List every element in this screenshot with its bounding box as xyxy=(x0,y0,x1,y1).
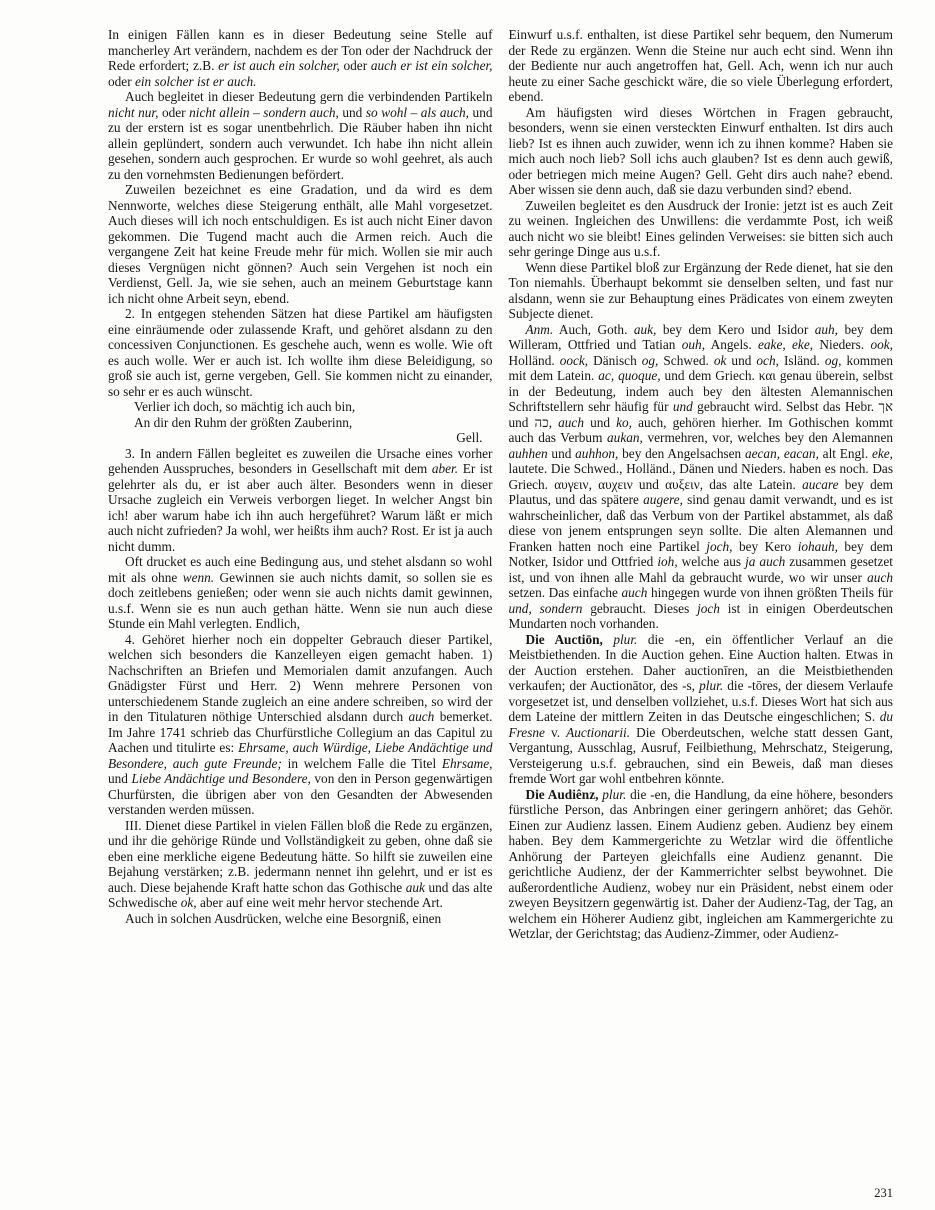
usage-paragraph: Zuweilen bezeichnet es eine Gradation, und da wird es dem Nennworte, welches diese Steigerung enthält, alle Mahl vorgesetzet. Auch dieses will ich noch entschuldigen. Es ist auch nicht Einer davon gekommen. Die Tugend macht auch die Armen reich. Auch die vergangene Zeit hat keine Freude mehr für mich. Wollen sie mir auch dieses Vergnügen nicht gönnen? Auch sein Vergehen ist noch ein Verdienst, Gell. Ja, wie sie sehen, auch an meinem Geburtstage kann ich nicht ohne Arbeit seyn, ebend. xyxy=(108,182,493,306)
continuation-paragraph: Einwurf u.s.f. enthalten, ist diese Partikel sehr bequem, den Numerum der Rede zu ergänzen. Wenn die Steine nur auch echt sind. Wenn ihn der Bediente nur auch angetroffen hat, Gell. Ach, wenn ich nur auch heute zu einer Sache geschickt wäre, die so viele Überlegung erfordert, ebend. xyxy=(508,27,893,104)
right-text-column xyxy=(509,27,894,942)
numbered-sense-4: 4. Gehöret hierher noch ein doppelter Gebrauch dieser Partikel, welchen sich besonders die Kanzelleyen eigen gemacht haben. 1) Nachschriften an Briefen und Memorialen damit anzufangen. Auch Gnädigster Fürst und Herr. 2) Wenn mehrere Personen von unterschiedenem Stande zugleich an eine andere schreiben, so wird der in den Titulaturen nöthige Unterschied alsdann durch auch bemerket. Im Jahre 1741 schrieb das Churfürstliche Collegium an das Capitul zu Aachen und titulirte es: Ehrsame, auch Würdige, Liebe Andächtige und Besondere, auch gute Freunde; in welchem Falle die Titel Ehrsame, und Liebe Andächtige und Besondere, von den in Person gegenwärtigen Churfürsten, die übrigen aber von den Gesandten der Abwesenden verstanden werden müssen. xyxy=(108,631,493,817)
usage-paragraph: Zuweilen begleitet es den Ausdruck der Ironie: jetzt ist es auch Zeit zu weinen. Ingleichen des Unwillens: die verdammte Post, ich weiß auch nicht wo sie bleibt! Eines gelinden Verweises: sie bitten sich auch sehr geringe Dinge aus u.s.f. xyxy=(508,197,893,259)
numbered-sense-2: 2. In entgegen stehenden Sätzen hat diese Partikel am häufigsten eine einräumende oder zulassende Kraft, und gehöret alsdann zu den concessiven Conjunctionen. Es geschehe auch, wenn es wolle. Wie oft es auch wolle. Wer er auch ist. Ich wollte ihm diese Beleidigung, so groß sie auch ist, gerne vergeben, Gell. Sie kommen nicht zu einander, so sehr er es auch wünscht. xyxy=(108,306,493,399)
usage-paragraph: Auch begleitet in dieser Bedeutung gern die verbindenden Partikeln nicht nur, oder nicht allein – sondern auch, und so wohl – als auch, und zu der erstern ist es sogar unentbehrlich. Die Räuber haben ihn nicht allein geplündert, sondern auch verwundet. Ich habe ihn nicht allein gesehen, sondern auch gesprochen. Er wurde so wohl geehret, als auch zu den vornehmsten Bedienungen befördert. xyxy=(108,89,493,182)
entry-audienz: Die Audiênz, plur. die -en, die Handlung, da eine höhere, besonders fürstliche Person, das Anbringen einer geringern anhöret; das Gehör. Einen zur Audienz lassen. Einem Audienz geben. Audienz bey einem haben. Bey dem Kammergerichte zu Wetzlar wird die öffentliche Anhörung der Parteyen gleichfalls eine Audienz genannt. Die gerichtliche Audienz, der der Kammerrichter selbst beywohnet. Die außerordentliche Audienz, wobey nur ein Präsident, nebst einem oder zweyen Beysitzern gegenwärtig ist. Daher der Audienz-Tag, der Tag, an welchem ein Höherer Audienz gibt, ingleichen am Kammergerichte zu Wetzlar, der Gerichtstag; das Audienz-Zimmer, oder Audienz- xyxy=(508,786,893,941)
usage-paragraph: Auch in solchen Ausdrücken, welche eine Besorgniß, einen xyxy=(125,910,442,926)
text-columns xyxy=(108,27,893,942)
usage-paragraph: Wenn diese Partikel bloß zur Ergänzung der Rede dienet, hat sie den Ton niemahls. Überhaupt bekommt sie denselben selten, und fast nur alsdann, wenn sie zur Behauptung eines Prädicates von einem zweyten Subjecte dienet. xyxy=(508,259,893,321)
citation-gellert: Gell. xyxy=(456,430,483,445)
numbered-sense-3: 3. In andern Fällen begleitet es zuweilen die Ursache eines vorher gehenden Ausspruches, besonders in Gesellschaft mit dem aber. Er ist gelehrter als du, er ist aber auch älter. Besonders wenn in dieser Ursache zugleich ein Verweis verborgen lieget. In welcher Angst bin ich! aber warum habe ich ihn auch hergeführet? Warum läßt er mich auch nicht zufrieden? Ja wohl, wer heißts ihm auch? Rost. Er ist ja auch nicht dumm. xyxy=(108,445,493,554)
anmerkung-paragraph: Anm. Auch, Goth. auk, bey dem Kero und Isidor auh, bey dem Willeram, Ottfried und Tatian ouh, Angels. eake, eke, Nieders. ook, Holländ. oock, Dänisch og, Schwed. ok und och, Isländ. og, kommen mit dem Latein. ac, quoque, und dem Griech. και genau überein, selbst in der Bedeutung, indem auch bey den ältesten Alemannischen Schriftstellern sehr häufig für und gebraucht wird. Selbst das Hebr. אך und כה, auch und ko, auch, gehören hierher. Im Gothischen kommt auch das Verbum aukan, vermehren, vor, welches bey den Alemannen auhhen und auhhon, bey den Angelsachsen aecan, eacan, alt Engl. eke, lautete. Die Schwed., Holländ., Dänen und Nieders. haben es noch. Das Griech. αυγειν, αυχειν und αυξειν, das alte Latein. aucare bey dem Plautus, und das spätere augere, sind genau damit verwandt, und es ist wahrscheinlicher, daß das Verbum von der Partikel abstammet, als daß diese von jenem entsprungen seyn sollte. Die alten Alemannen und Franken hatten noch eine Partikel joch, bey Kero iohauh, bey dem Notker, Isidor und Ottfried ioh, welche aus ja auch zusammen gesetzet ist, und von ihnen alle Mahl da gebraucht wurde, wo wir unser auch setzen. Das einfache auch hingegen wurde von ihnen größten Theils für und, sondern gebraucht. Dieses joch ist in einigen Oberdeutschen Mundarten noch vorhanden. xyxy=(508,321,894,631)
verse-line: An dir den Ruhm der größten Zauberinn, xyxy=(134,414,353,430)
usage-paragraph: Am häufigsten wird dieses Wörtchen in Fragen gebraucht, besonders, wenn sie einen versteckten Einwurf enthalten. Ist dirs auch lieb? Ist es ihnen auch zuwider, wenn ich zu ihnen komme? Haben sie mich auch noch lieb? Soll ichs auch glauben? Ist es denn auch gewiß, oder betriegen mich meine Augen? Gell. Geht dirs auch nahe? ebend. Aber wissen sie denn auch, daß sie dazu verbunden sind? ebend. xyxy=(508,104,893,197)
left-text-column xyxy=(108,27,493,942)
verse-line: Verlier ich doch, so mächtig ich auch bin, xyxy=(134,399,356,414)
page-number: 231 xyxy=(874,1186,893,1200)
entry-auction: Die Auctiōn, plur. die -en, ein öffentlicher Verlauf an die Meistbiethenden. In die Auction gehen. Eine Auction halten. Etwas in der Auction erstehen. Daher auctionīren, an die Meistbiethenden verkaufen; der Auctionātor, des -s, plur. die -tōres, der diesem Verlaufe vorgesetzet ist, und denselben vollziehet, u.s.f. Dieses Wort hat sich aus dem Lateine der mittlern Zeiten in das Deutsche eingeschlichen; S. du Fresne v. Auctionarii. Die Oberdeutschen, welche statt dessen Gant, Vergantung, Ausschlag, Ausruf, Feilbiethung, Mehrschatz, Steigerung, Versteigerung u.s.f. gebrauchen, sind ein Beweis, daß man dieses fremde Wort gar wohl entbehren könnte. xyxy=(508,631,894,786)
usage-paragraph: Oft drucket es auch eine Bedingung aus, und stehet alsdann so wohl mit als ohne wenn. Gewinnen sie auch nichts damit, so sollen sie es doch zeitlebens genießen; oder wenn sie auch nichts damit gewinnen, u.s.f. Wenn sie es nun auch gethan hätte. Wenn sie nun auch diese Stunde ein Mahl verlegten. Endlich, xyxy=(108,554,493,631)
continuation-paragraph: In einigen Fällen kann es in dieser Bedeutung seine Stelle auf mancherley Art verändern, nachdem es der Ton oder der Nachdruck der Rede erfordert; z.B. er ist auch ein solcher, oder auch er ist ein solcher, oder ein solcher ist er auch. xyxy=(108,27,493,89)
section-III: III. Dienet diese Partikel in vielen Fällen bloß die Rede zu ergänzen, und ihr die gehörige Ründe und Vollständigkeit zu geben, ohne daß sie eben eine merkliche eigene Bedeutung hätte. So hilft sie zuweilen eine Bejahung verstärken; z.B. jedermann nennet ihn gelehrt, und er ist es auch. Diese bejahende Kraft hatte schon das Gothische auk und das alte Schwedische ok, aber auf eine weit mehr hervor stechende Art. xyxy=(108,817,493,910)
